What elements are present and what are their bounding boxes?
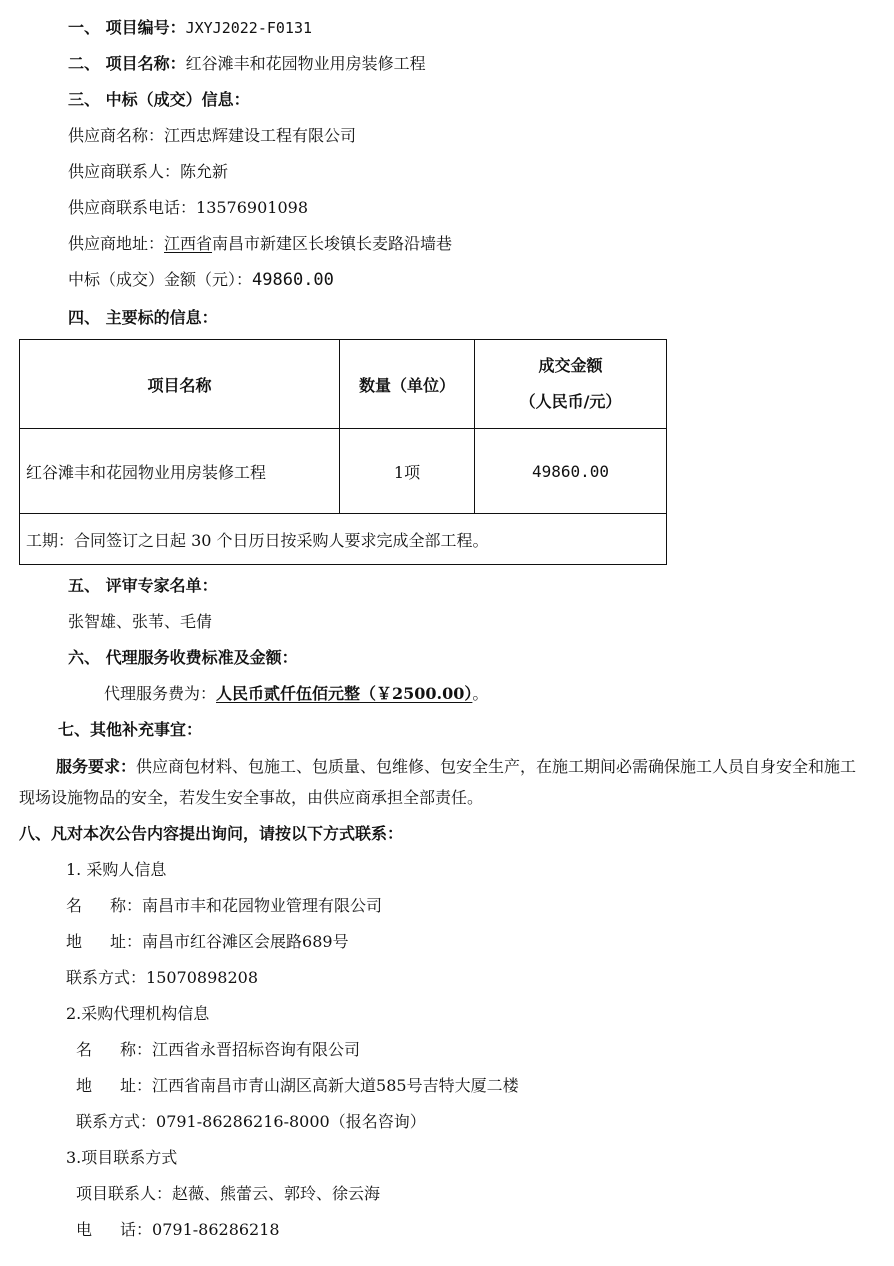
agency-name-value: 江西省永晋招标咨询有限公司 (152, 1040, 361, 1059)
service-requirements-paragraph (19, 751, 869, 813)
award-info-heading: 三、 中标（成交）信息： (68, 90, 250, 109)
table-header-row (20, 340, 667, 429)
cell-item-name: 红谷滩丰和花园物业用房装修工程 (20, 429, 340, 514)
main-item-heading: 四、 主要标的信息： (68, 308, 218, 327)
supplier-phone-label: 供应商联系电话： (68, 198, 197, 217)
cell-amount: 49860.00 (475, 429, 667, 514)
project-number-line (68, 17, 312, 39)
project-phone-label-b: 话： (120, 1220, 153, 1239)
table-note-row (20, 514, 667, 565)
buyer-contact-line (66, 967, 258, 989)
header-amount (475, 340, 667, 429)
buyer-address-label-b: 址： (110, 932, 143, 951)
table-row (20, 429, 667, 514)
project-number-label: 一、 项目编号： (68, 18, 186, 37)
buyer-contact-label: 联系方式： (66, 968, 147, 987)
agency-info-title: 2.采购代理机构信息 (66, 1004, 210, 1023)
agency-address-label-a: 地 (76, 1076, 93, 1095)
other-matters-heading: 七、其他补充事宜： (58, 720, 203, 739)
service-requirements-text: 供应商包材料、包施工、包质量、包维修、包安全生产，在施工期间必需确保施工人员自身安全和施工现场设施物品的安全，若发生安全事故，由供应商承担全部责任。 (19, 757, 857, 807)
header-amount-line2: （人民币/元） (519, 392, 622, 411)
project-phone-value: 0791-86286218 (152, 1220, 280, 1239)
supplier-contact-value: 陈允新 (180, 162, 229, 181)
supplier-name-line (68, 125, 356, 147)
agency-contact-line (76, 1111, 426, 1133)
agency-contact-value: 0791-86286216-8000（报名咨询） (156, 1112, 426, 1131)
agency-name-label-a: 名 (76, 1040, 93, 1059)
supplier-phone-line (68, 197, 308, 219)
project-name-line (68, 53, 426, 75)
project-phone-label-a: 电 (76, 1220, 93, 1239)
agency-fee-line (104, 683, 488, 705)
award-amount-label: 中标（成交）金额（元）： (68, 270, 253, 289)
buyer-address-line (66, 931, 349, 953)
supplier-address-label: 供应商地址： (68, 234, 165, 253)
supplier-address-province: 江西省 (164, 234, 213, 253)
agency-fee-heading: 六、 代理服务收费标准及金额： (68, 648, 298, 667)
experts-heading: 五、 评审专家名单： (68, 576, 218, 595)
award-amount-line (68, 269, 334, 291)
buyer-name-line (66, 895, 382, 917)
service-requirements-label: 服务要求： (56, 757, 137, 776)
experts-list: 张智雄、张苇、毛倩 (68, 612, 213, 631)
project-name-label: 二、 项目名称： (68, 54, 186, 73)
agency-fee-label: 代理服务费为： (104, 684, 217, 703)
award-amount-value: 49860.00 (252, 270, 334, 290)
agency-address-value: 江西省南昌市青山湖区高新大道585号吉特大厦二楼 (152, 1076, 519, 1095)
buyer-contact-value: 15070898208 (146, 968, 258, 987)
project-name-value: 红谷滩丰和花园物业用房装修工程 (185, 54, 426, 73)
agency-address-line (76, 1075, 519, 1097)
supplier-contact-label: 供应商联系人： (68, 162, 181, 181)
header-quantity: 数量（单位） (340, 340, 475, 429)
header-item-name: 项目名称 (20, 340, 340, 429)
project-number-value: JXYJ2022-F0131 (185, 19, 313, 37)
supplier-address-rest: 南昌市新建区长埈镇长麦路沿墙巷 (212, 234, 453, 253)
buyer-name-label-a: 名 (66, 896, 83, 915)
project-people-label: 项目联系人： (76, 1184, 173, 1203)
agency-fee-end: 。 (472, 684, 489, 703)
agency-contact-label: 联系方式： (76, 1112, 157, 1131)
project-phone-line (76, 1219, 280, 1241)
supplier-phone-value: 13576901098 (196, 198, 308, 217)
main-item-table (19, 339, 667, 565)
cell-schedule-note: 工期：合同签订之日起 30 个日历日按采购人要求完成全部工程。 (20, 514, 667, 565)
cell-quantity: 1项 (340, 429, 475, 514)
agency-fee-value: 人民币贰仟伍佰元整（￥2500.00） (216, 684, 473, 703)
project-people-value: 赵薇、熊蕾云、郭玲、徐云海 (172, 1184, 381, 1203)
buyer-name-label-b: 称： (110, 896, 143, 915)
supplier-name-label: 供应商名称： (68, 126, 165, 145)
supplier-contact-line (68, 161, 228, 183)
project-contact-title: 3.项目联系方式 (66, 1148, 178, 1167)
agency-name-line (76, 1039, 360, 1061)
header-amount-line1: 成交金额 (538, 356, 603, 375)
buyer-address-value: 南昌市红谷滩区会展路689号 (142, 932, 349, 951)
buyer-info-title: 1. 采购人信息 (66, 860, 167, 879)
buyer-name-value: 南昌市丰和花园物业管理有限公司 (142, 896, 383, 915)
supplier-name-value: 江西忠辉建设工程有限公司 (164, 126, 357, 145)
contact-heading: 八、凡对本次公告内容提出询问，请按以下方式联系： (19, 824, 404, 843)
supplier-address-line (68, 233, 452, 255)
project-people-line (76, 1183, 380, 1205)
buyer-address-label-a: 地 (66, 932, 83, 951)
agency-name-label-b: 称： (120, 1040, 153, 1059)
agency-address-label-b: 址： (120, 1076, 153, 1095)
